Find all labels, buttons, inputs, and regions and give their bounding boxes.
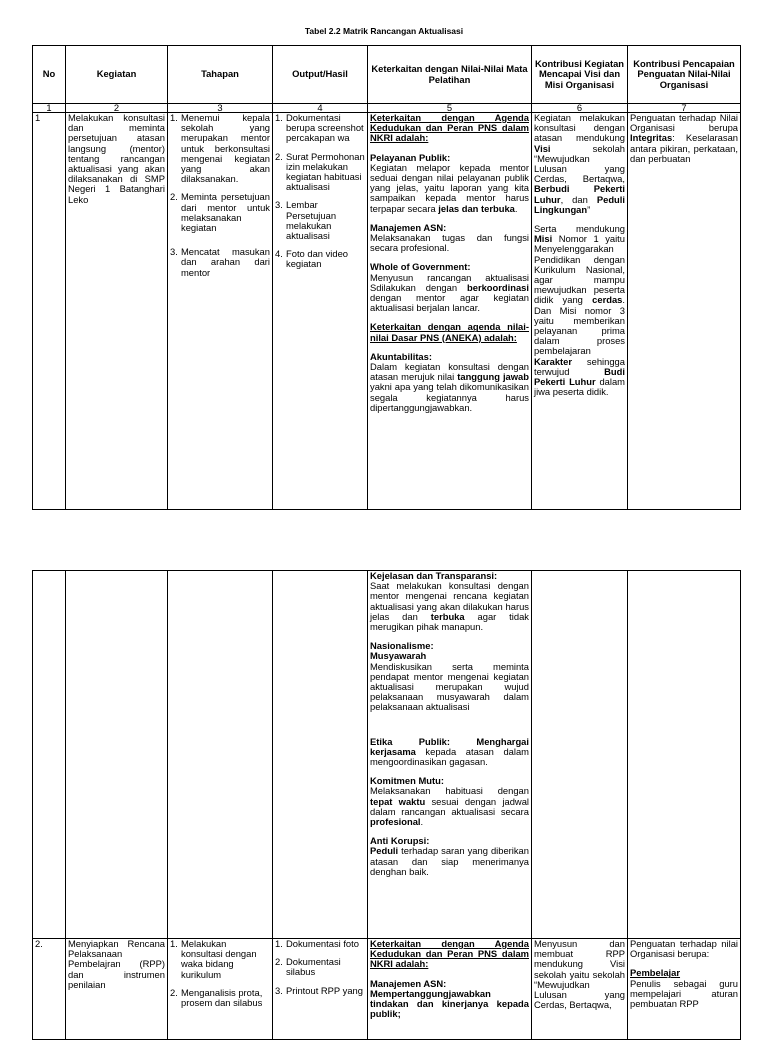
kontribusi-nilai-cell: [628, 571, 741, 939]
anti-korupsi-block: Anti Korupsi: Peduli terhadap saran yang diberikan atasan dan siap menerimanya denghan baik.: [370, 835, 529, 877]
row-number: 1: [33, 113, 66, 510]
list-item: 4. Foto dan video kegiatan: [275, 248, 349, 270]
nasionalisme-block: Nasionalisme: Musyawarah Mendiskusikan serta meminta pendapat mentor mengenai kegiatan aktualisasi merupakan wujud pelaksanaan musyawarah dalam pelaksanaan aktualisasi: [370, 640, 529, 713]
list-item: 2. Surat Permohonan izin melakukan kegiatan habituasi aktualisasi: [275, 150, 365, 193]
column-number: 3: [168, 104, 273, 113]
list-item: 2. Menganalisis prota, prosem dan silabus: [170, 986, 263, 1009]
kontribusi-visi-misi-cell: [532, 113, 628, 510]
list-item: 3. Lembar Persetujuan melakukan aktualisasi: [275, 199, 337, 242]
list-item: 2. Dokumentasi silabus: [275, 956, 341, 978]
value-heading: Akuntabilitas:: [370, 350, 432, 362]
header-keterkaitan: Keterkaitan dengan Nilai-Nilai Mata Pelatihan: [368, 46, 532, 104]
akuntabilitas-block: Akuntabilitas: Dalam kegiatan konsultasi dengan atasan merujuk nilai tanggung jawab yakni apa yang telah dikomunikasikan segala kegiatannya harus dipertanggungjawabkan.: [370, 350, 530, 413]
value-heading: Manajemen ASN:: [370, 221, 447, 233]
page-title: Tabel 2.2 Matrik Rancangan Aktualisasi: [304, 26, 464, 36]
list-item: 1. Dokumentasi foto: [275, 938, 359, 949]
keterkaitan-cell: [368, 571, 532, 939]
column-number: 7: [628, 104, 741, 113]
komitmen-mutu-block: Komitmen Mutu: Melaksanakan habituasi dengan tepat waktu sesuai dengan jadwal dalam rancangan aktualisasi secara profesional.: [370, 775, 529, 828]
value-heading: Pelayanan Publik:: [370, 151, 451, 163]
column-number: 4: [273, 104, 368, 113]
column-number: 6: [532, 104, 628, 113]
list-item: 1. Dokumentasi berupa screenshot percakapan wa: [275, 112, 364, 144]
list-item: 2. Meminta persetujuan dari mentor untuk melaksanakan kegiatan: [170, 191, 270, 234]
whole-of-government-block: Whole of Government: Menyusun rancangan aktualisasi Sdilakukan dengan berkoordinasi dengan mentor agar kegiatan aktualisasi berjalan lancar.: [370, 261, 529, 314]
value-subheading: Musyawarah: [370, 650, 427, 662]
matrix-table-part-1: [32, 45, 741, 510]
tahapan-cell: [168, 571, 273, 939]
value-heading: Anti Korupsi:: [370, 835, 430, 847]
header-row: [33, 46, 741, 104]
value-heading: Kejelasan dan Transparansi:: [370, 570, 498, 581]
matrix-table-part-2: [32, 570, 741, 1040]
kegiatan-cell: Melakukan konsultasi dan meminta persetujuan atasan langsung (mentor) tentang rancangan aktualisasi yang akan dilaksanakan di SMP Negeri 1 Batanghari Leko: [66, 113, 168, 510]
kegiatan-cell: Menyiapkan Rencana Pelaksanaan Pembelajran (RPP) dan instrumen penilaian: [66, 939, 168, 1040]
list-item: 1. Melakukan konsultasi dengan waka bidang kurikulum: [170, 938, 257, 980]
section-heading: Keterkaitan dengan agenda nilai-nilai Dasar PNS (ANEKA) adalah:: [370, 321, 529, 343]
kontribusi-nilai-cell: Penguatan terhadap Nilai Organisasi berupa Integritas: Keselarasan antara pikiran, perkataan, dan perbuatan: [628, 113, 741, 510]
section-heading: Keterkaitan dengan Agenda Kedudukan dan Peran PNS dalam NKRI adalah:: [370, 938, 529, 970]
manajemen-asn-block: Manajemen ASN: Melaksanakan tugas dan fungsi secara profesional.: [370, 221, 529, 254]
output-list: [275, 113, 365, 270]
column-number: 5: [368, 104, 532, 113]
manajemen-asn-block: Manajemen ASN: Mempertanggungjawabkan tindakan dan kinerjanya kepada publik;: [370, 977, 529, 1020]
keterkaitan-cell: [368, 939, 532, 1040]
column-number: 1: [33, 104, 66, 113]
kontribusi-visi-misi-cell: [532, 571, 628, 939]
value-heading: Whole of Government:: [370, 261, 471, 273]
header-kegiatan: Kegiatan: [66, 46, 168, 104]
tahapan-list: [170, 939, 270, 1008]
output-cell: [273, 571, 368, 939]
row-number: 2.: [33, 939, 66, 1040]
value-heading: Komitmen Mutu:: [370, 775, 444, 787]
header-output: Output/Hasil: [273, 46, 368, 104]
tahapan-cell: [168, 113, 273, 510]
output-cell: [273, 113, 368, 510]
table-row-continued: [33, 571, 741, 939]
section-heading: Keterkaitan dengan Agenda Kedudukan dan Peran PNS dalam NKRI adalah:: [370, 112, 529, 144]
value-heading: Nasionalisme:: [370, 640, 434, 652]
value-heading: Manajemen ASN:: [370, 977, 447, 989]
table-row: [33, 939, 741, 1040]
kontribusi-visi-misi-cell: Menyusun dan membuat RPP mendukung Visi sekolah yaitu sekolah “Mewujudkan Lulusan yang Cerdas, Bertaqwa,: [532, 939, 628, 1040]
list-item: 1. Menemui kepala sekolah yang merupakan mentor untuk berkonsultasi mengenai kegiatan yang akan dilaksanakan.: [170, 112, 270, 185]
pelayanan-publik-block: Pelayanan Publik: Kegiatan melapor kepada mentor seduai dengan nilai pelayanan publik yang jelas, yaitu laporan yang kita sampaikan kepada mentor harus terpapar secara jelas dan terbuka.: [370, 151, 529, 214]
kontribusi-nilai-cell: Penguatan terhadap nilai Organisasi berupa: Pembelajar Penulis sebagai guru mempelajari aturan pembuatan RPP: [628, 939, 741, 1040]
row-number: [33, 571, 66, 939]
header-tahapan: Tahapan: [168, 46, 273, 104]
tahapan-list: [170, 113, 270, 278]
kejelasan-transparansi-block: Kejelasan dan Transparansi: Saat melakukan konsultasi dengan mentor mengenai rencana kegiatan aktualisasi yang akan dilakukan harus jelas dan terbuka agar tidak merugikan pihak manapun.: [370, 570, 529, 633]
table-row: [33, 113, 741, 510]
output-cell: [273, 939, 368, 1040]
kegiatan-cell: [66, 571, 168, 939]
output-list: [275, 939, 365, 996]
list-item: 3. Printout RPP yang: [275, 984, 363, 996]
misi-text: Serta mendukung Misi Nomor 1 yaitu Menyelenggarakan Pendidikan dengan Kurikulum Nasional, agar mampu mewujudkan peserta didik yang cerdas. Dan Misi nomor 3 yaitu memberikan pelayanan prima dalam proses pembelajaran Karakter sehingga terwujud Budi Pekerti Luhur dalam jiwa peserta didik.: [534, 223, 625, 398]
etika-publik-block: Etika Publik: Menghargai kerjasama kepada atasan dalam mengoordinasikan gagasan.: [370, 735, 529, 768]
column-number: 2: [66, 104, 168, 113]
header-kontribusi-nilai: Kontribusi Pencapaian Penguatan Nilai-Nilai Organisasi: [628, 46, 741, 104]
header-kontribusi-visi-misi: Kontribusi Kegiatan Mencapai Visi dan Misi Organisasi: [532, 46, 628, 104]
value-heading: Pembelajar: [630, 967, 681, 979]
visi-text: Kegiatan melakukan konsultasi dengan atasan mendukung Visi sekolah “Mewujudkan Lulusan yang Cerdas, Bertaqwa, Berbudi Pekerti Luhur, dan Peduli Lingkungan”: [534, 112, 625, 215]
keterkaitan-cell: [368, 113, 532, 510]
header-no: No: [33, 46, 66, 104]
list-item: 3. Mencatat masukan dan arahan dari mentor: [170, 246, 270, 278]
tahapan-cell: [168, 939, 273, 1040]
